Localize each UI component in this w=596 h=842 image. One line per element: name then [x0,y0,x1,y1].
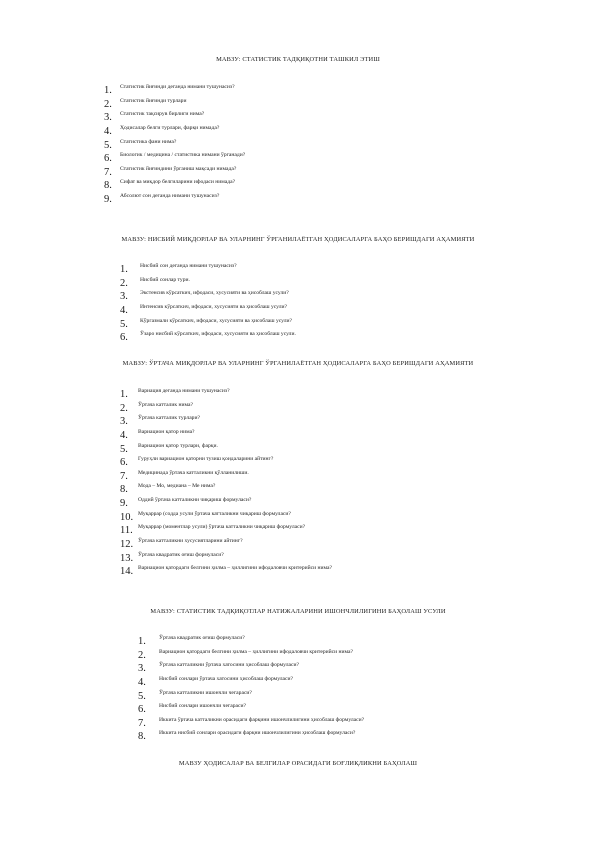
question-text: Оддий ўртача катталикни чиқариш формуласи? [138,497,252,504]
question-text: Статистик йиғинди деганда нимани тушунасиз? [120,84,235,90]
question-number: 4. [120,304,128,316]
question-number: 5. [120,443,128,455]
question-text: Ўртача катталикни хусусиятларини айтинг? [138,538,243,545]
question-number: 3. [120,291,128,303]
question-number: 8. [104,180,112,192]
question-text: Мода – Мо, медиана – Ме нима? [138,483,216,490]
question-number: 4. [104,125,112,137]
question-text: Абсолют сон деганда нимани тушунасиз? [120,193,220,200]
question-number: 4. [120,429,128,441]
question-text: Вариацион қатор турлари, фарқи. [138,442,218,449]
question-text: Статистика фани нима? [120,138,177,145]
question-text: Вариацион қатордаги белгини ҳилма – ҳиллигини ифодаловчи критерийси нима? [159,648,353,655]
question-number: 1. [138,636,146,647]
question-number: 7. [138,717,146,729]
section-heading: МАВЗУ: НИСБИЙ МИҚДОРЛАР ВА УЛАРНИНГ ЎРГАНИЛАЁТГАН ҲОДИСАЛАРГА БАҲО БЕРИШДАГИ АҲАМИЯТИ [121,236,475,243]
question-number: 1. [104,85,112,96]
section-heading: МАВЗУ: СТАТИСТИК ТАДҚИҚОТНИ ТАШКИЛ ЭТИШ [216,56,380,63]
question-number: 8. [120,484,128,496]
question-text: Муқаррар (моментлар усули) ўртача катталикни чиқариш формуласи? [138,524,306,531]
question-text: Интенсив кўрсаткич, ифодаси, хусусияти ва ҳисоблаш усули? [140,303,287,310]
question-number: 3. [104,112,112,124]
question-text: Ҳодисалар белги турлари, фарқи нимада? [120,124,220,131]
question-number: 7. [104,166,112,178]
section-heading: МАВЗУ ҲОДИСАЛАР ВА БЕЛГИЛАР ОРАСИДАГИ БОҒЛИҚЛИКНИ БАҲОЛАШ [178,760,418,767]
question-text: Статистик тақсирув бирлиги нима? [120,111,205,118]
question-number: 7. [120,470,128,482]
question-number: 8. [138,731,146,743]
question-number: 9. [120,498,128,510]
question-number: 2. [120,277,128,289]
question-number: 4. [138,676,146,688]
question-text: Иккита ўртача катталикни орасидаги фарқини ишончлилигини ҳисоблаш формуласи? [159,716,365,723]
question-number: 11. [120,525,133,537]
question-number: 2. [104,98,112,110]
question-number: 5. [120,318,128,330]
question-number: 2. [120,402,128,414]
question-number: 5. [104,139,112,151]
question-number: 13. [120,552,134,564]
question-number: 6. [104,153,112,165]
question-text: Вариацион қатор нима? [138,428,195,435]
question-text: Экстенсив кўрсаткич, ифодаси, хусусияти ва ҳисоблаш усули? [140,290,289,297]
question-number: 5. [138,690,146,702]
question-number: 1. [120,389,128,400]
question-text: Муқаррар (содда усули ўртача катталикни чиқариш формуласи? [138,510,291,517]
question-number: 6. [120,457,128,469]
question-text: Нисбий сон деганда нимани тушунасиз? [140,263,237,269]
section-heading: МАВЗУ: СТАТИСТИК ТАДҚИҚОТЛАР НАТИЖАЛАРИНИ ИШОНЧЛИЛИГИНИ БАҲОЛАШ УСУЛИ [150,608,446,615]
question-text: Кўргазмали кўрсаткич, ифодаси, хусусияти ва ҳисоблаш усули? [140,317,292,324]
question-number: 2. [138,649,146,661]
question-number: 6. [120,332,128,344]
question-text: Ўртача катталик нима? [138,401,193,408]
question-text: Статистик йиғиндини ўрганиш мақсади нимада? [120,165,237,172]
question-text: Иккита нисбий сонлари орасидаги фарқни ишончлилигини ҳисоблаш формуласи? [159,730,356,737]
question-text: Ўзаро нисбий кўрсаткич, ифодаси, хусусияти ва ҳисоблаш усули. [140,331,296,338]
question-text: Вариацион қатордаги белгини ҳилма – ҳиллигини ифодаловчи критерийси нима? [138,565,332,572]
question-number: 9. [104,194,112,206]
question-text: Ўртача катталикни ишончли чегараси? [159,689,252,696]
question-number: 14. [120,566,134,578]
question-text: Сифат ва миқдор белгиларини ифодаси нимада? [120,179,236,186]
question-text: Статистик йиғинди турлари [120,97,187,104]
question-text: Вариация деганда нимани тушунасиз? [138,388,230,394]
question-text: Нисбий сонлар тури. [140,276,190,283]
question-number: 6. [138,704,146,716]
question-text: Ўртача катталикни ўртача хатосини ҳисоблаш формуласи? [159,662,299,669]
section-heading: МАВЗУ: ЎРТАЧА МИҚДОРЛАР ВА УЛАРНИНГ ЎРГАНИЛАЁТГАН ҲОДИСАЛАРГА БАҲО БЕРИШДАГИ АҲАМИЯТИ [122,360,474,367]
question-text: Ўртача квадратик оғиш формуласи? [159,635,245,641]
question-text: Гуруҳли вариацион қаторни тузиш қоидаларини айтинг? [138,456,274,463]
question-text: Нисбий сонлари ўртача хатосини ҳисоблаш формуласи? [159,675,293,682]
question-number: 12. [120,539,134,551]
question-text: Биологик / медицина / статистика нимани ўрганади? [120,152,246,159]
question-number: 10. [120,511,134,523]
question-number: 3. [138,663,146,675]
question-text: Ўртача квадратик оғиш формуласи? [138,551,224,558]
question-number: 1. [120,264,128,275]
question-text: Медицинада ўртача катталикни қўлланилиши. [138,469,249,476]
question-number: 3. [120,416,128,428]
question-text: Нисбий сонлари ишончли чегараси? [159,703,246,710]
question-text: Ўртача катталик турлари? [138,415,200,422]
